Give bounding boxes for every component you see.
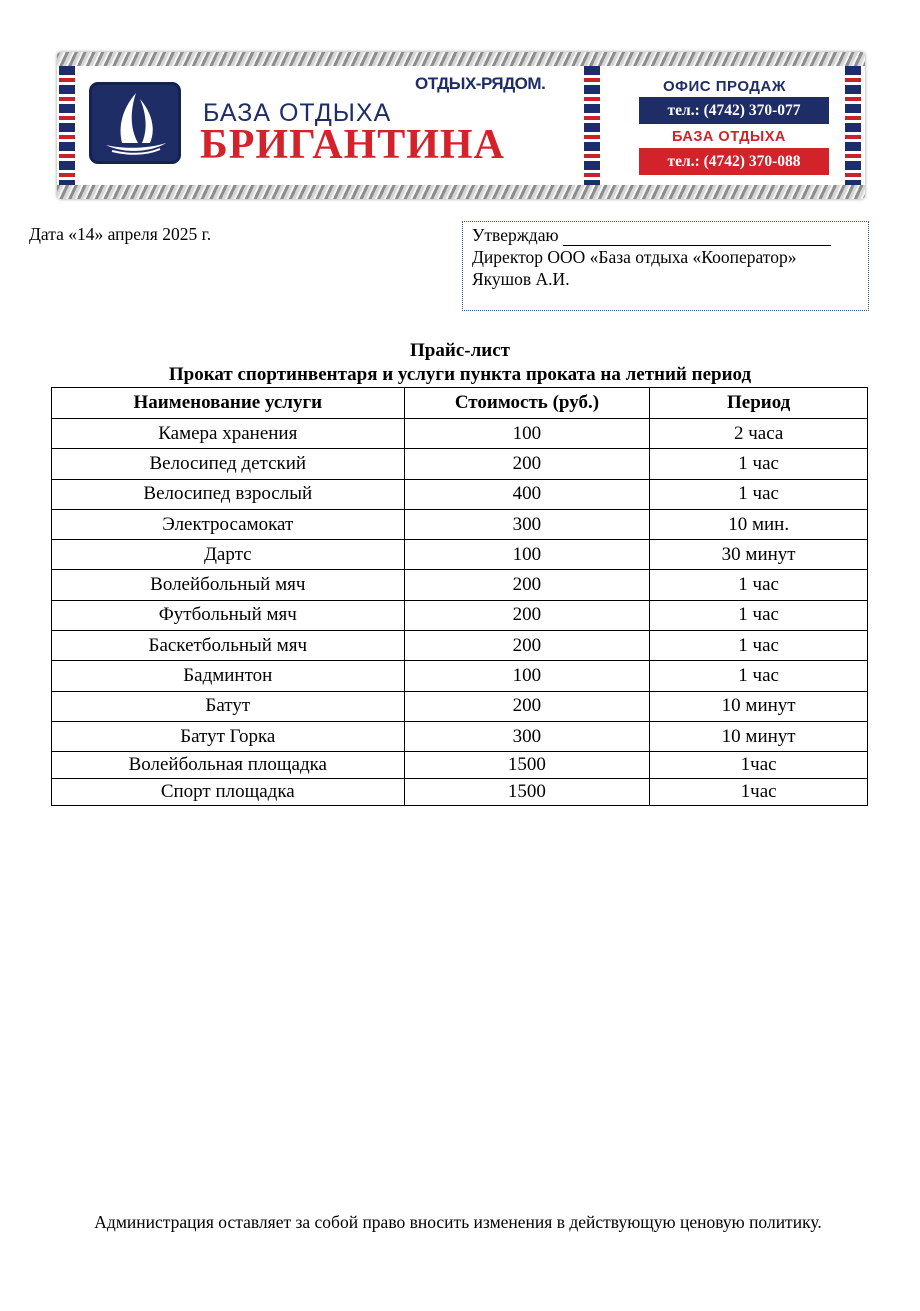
service-period: 1час <box>650 779 868 806</box>
page-subtitle: Прокат спортинвентаря и услуги пункта проката на летний период <box>168 364 752 385</box>
logo <box>89 82 181 164</box>
service-period: 30 минут <box>650 540 868 570</box>
service-price: 200 <box>404 570 650 600</box>
service-period: 1 час <box>650 570 868 600</box>
service-period: 10 минут <box>650 721 868 751</box>
base-label: БАЗА ОТДЫХА <box>672 129 786 145</box>
table-row <box>52 631 868 661</box>
document-date: Дата «14» апреля 2025 г. <box>29 224 212 244</box>
price-table <box>51 387 868 806</box>
brand-name: БРИГАНТИНА <box>200 122 505 168</box>
service-name: Спорт площадка <box>52 779 405 806</box>
table-row <box>52 570 868 600</box>
service-name: Дартс <box>52 540 405 570</box>
decorative-stripes <box>59 66 75 185</box>
table-row <box>52 600 868 630</box>
signature-line <box>563 229 831 246</box>
service-name: Велосипед детский <box>52 449 405 479</box>
table-row <box>52 419 868 449</box>
service-name: Велосипед взрослый <box>52 479 405 509</box>
rope-border-bottom <box>57 185 865 199</box>
header-price: Стоимость (руб.) <box>404 388 650 419</box>
footer-note: Администрация оставляет за собой право вносить изменения в действующую ценовую политику. <box>94 1212 822 1232</box>
service-price: 400 <box>404 479 650 509</box>
office-label: ОФИС ПРОДАЖ <box>663 78 786 95</box>
table-row <box>52 479 868 509</box>
service-period: 1 час <box>650 449 868 479</box>
slogan: ОТДЫХ-РЯДОМ. <box>415 74 546 93</box>
decorative-stripes <box>584 66 600 185</box>
service-name: Бадминтон <box>52 661 405 691</box>
service-period: 1час <box>650 752 868 779</box>
service-period: 10 мин. <box>650 509 868 539</box>
service-period: 2 часа <box>650 419 868 449</box>
service-name: Баскетбольный мяч <box>52 631 405 661</box>
service-price: 1500 <box>404 779 650 806</box>
approval-name: Якушов А.И. <box>472 269 570 289</box>
service-price: 100 <box>404 419 650 449</box>
rope-border-top <box>57 52 865 66</box>
decorative-stripes <box>845 66 861 185</box>
service-name: Электросамокат <box>52 509 405 539</box>
header-service: Наименование услуги <box>52 388 405 419</box>
table-row <box>52 540 868 570</box>
brand-subtitle: БАЗА ОТДЫХА <box>203 99 392 127</box>
service-price: 300 <box>404 509 650 539</box>
service-price: 200 <box>404 631 650 661</box>
service-period: 10 минут <box>650 691 868 721</box>
header-period: Период <box>650 388 868 419</box>
sailboat-icon <box>92 85 178 161</box>
service-name: Футбольный мяч <box>52 600 405 630</box>
service-name: Волейбольная площадка <box>52 752 405 779</box>
table-row <box>52 721 868 751</box>
table-row <box>52 449 868 479</box>
table-row <box>52 752 868 779</box>
service-name: Камера хранения <box>52 419 405 449</box>
service-price: 1500 <box>404 752 650 779</box>
service-price: 300 <box>404 721 650 751</box>
service-price: 200 <box>404 691 650 721</box>
service-period: 1 час <box>650 479 868 509</box>
service-price: 200 <box>404 600 650 630</box>
page-title: Прайс-лист <box>410 340 510 361</box>
approval-block <box>462 221 869 311</box>
service-price: 100 <box>404 661 650 691</box>
table-row <box>52 509 868 539</box>
service-period: 1 час <box>650 600 868 630</box>
service-period: 1 час <box>650 631 868 661</box>
approval-position: Директор ООО «База отдыха «Кооператор» <box>472 247 797 267</box>
table-row <box>52 779 868 806</box>
base-phone: тел.: (4742) 370-088 <box>639 148 829 175</box>
approval-label: Утверждаю <box>472 225 559 245</box>
service-price: 200 <box>404 449 650 479</box>
service-price: 100 <box>404 540 650 570</box>
service-period: 1 час <box>650 661 868 691</box>
table-header-row <box>52 388 868 419</box>
service-name: Волейбольный мяч <box>52 570 405 600</box>
table-row <box>52 661 868 691</box>
service-name: Батут Горка <box>52 721 405 751</box>
service-name: Батут <box>52 691 405 721</box>
office-phone: тел.: (4742) 370-077 <box>639 97 829 124</box>
table-row <box>52 691 868 721</box>
header-banner <box>57 52 865 199</box>
